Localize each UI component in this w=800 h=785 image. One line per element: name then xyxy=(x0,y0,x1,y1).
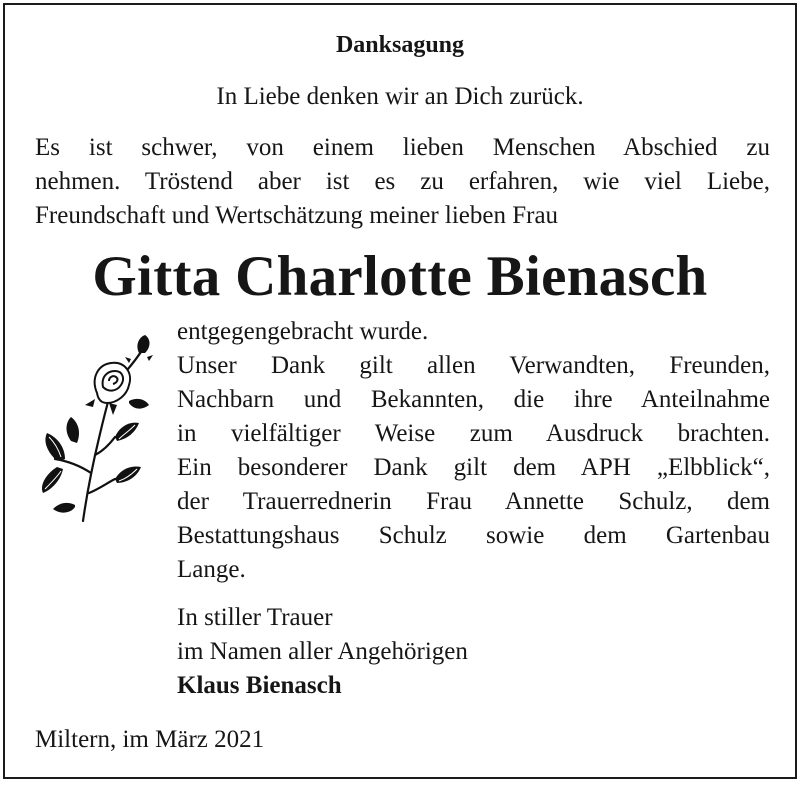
thanks-paragraph xyxy=(177,315,770,587)
thanks-line: Nachbarn und Bekannten, die ihre Anteilnahme xyxy=(177,386,770,413)
closing-line: In stiller Trauer xyxy=(177,604,333,631)
thanks-line: Ein besonderer Dank gilt dem APH „Elbblick“, xyxy=(177,454,770,481)
obituary-notice xyxy=(3,3,797,779)
closing-line: im Namen aller Angehörigen xyxy=(177,638,468,665)
thanks-line: Lange. xyxy=(177,556,246,583)
notice-heading: Danksagung xyxy=(335,32,465,58)
place-date: Miltern, im März 2021 xyxy=(35,726,265,753)
thanks-line: Bestattungshaus Schulz sowie dem Gartenbau xyxy=(177,522,770,549)
intro-line: Freundschaft und Wertschätzung meiner lieben Frau xyxy=(35,202,559,229)
notice-subheading: In Liebe denken wir an Dich zurück. xyxy=(216,83,584,110)
intro-line: nehmen. Tröstend aber ist es zu erfahren, wie viel Liebe, xyxy=(35,168,770,195)
rose-icon xyxy=(35,333,159,523)
thanks-line: entgegengebracht wurde. xyxy=(177,318,429,345)
thanks-line: Unser Dank gilt allen Verwandten, Freunden, xyxy=(177,352,770,379)
deceased-name: Gitta Charlotte Bienasch xyxy=(92,245,708,308)
closing-block xyxy=(177,601,468,703)
intro-line: Es ist schwer, von einem lieben Menschen Abschied zu xyxy=(35,134,770,161)
intro-paragraph xyxy=(35,131,770,233)
signature: Klaus Bienasch xyxy=(177,672,342,699)
thanks-line: der Trauerrednerin Frau Annette Schulz, dem xyxy=(177,488,770,515)
thanks-line: in vielfältiger Weise zum Ausdruck brachten. xyxy=(177,420,770,447)
